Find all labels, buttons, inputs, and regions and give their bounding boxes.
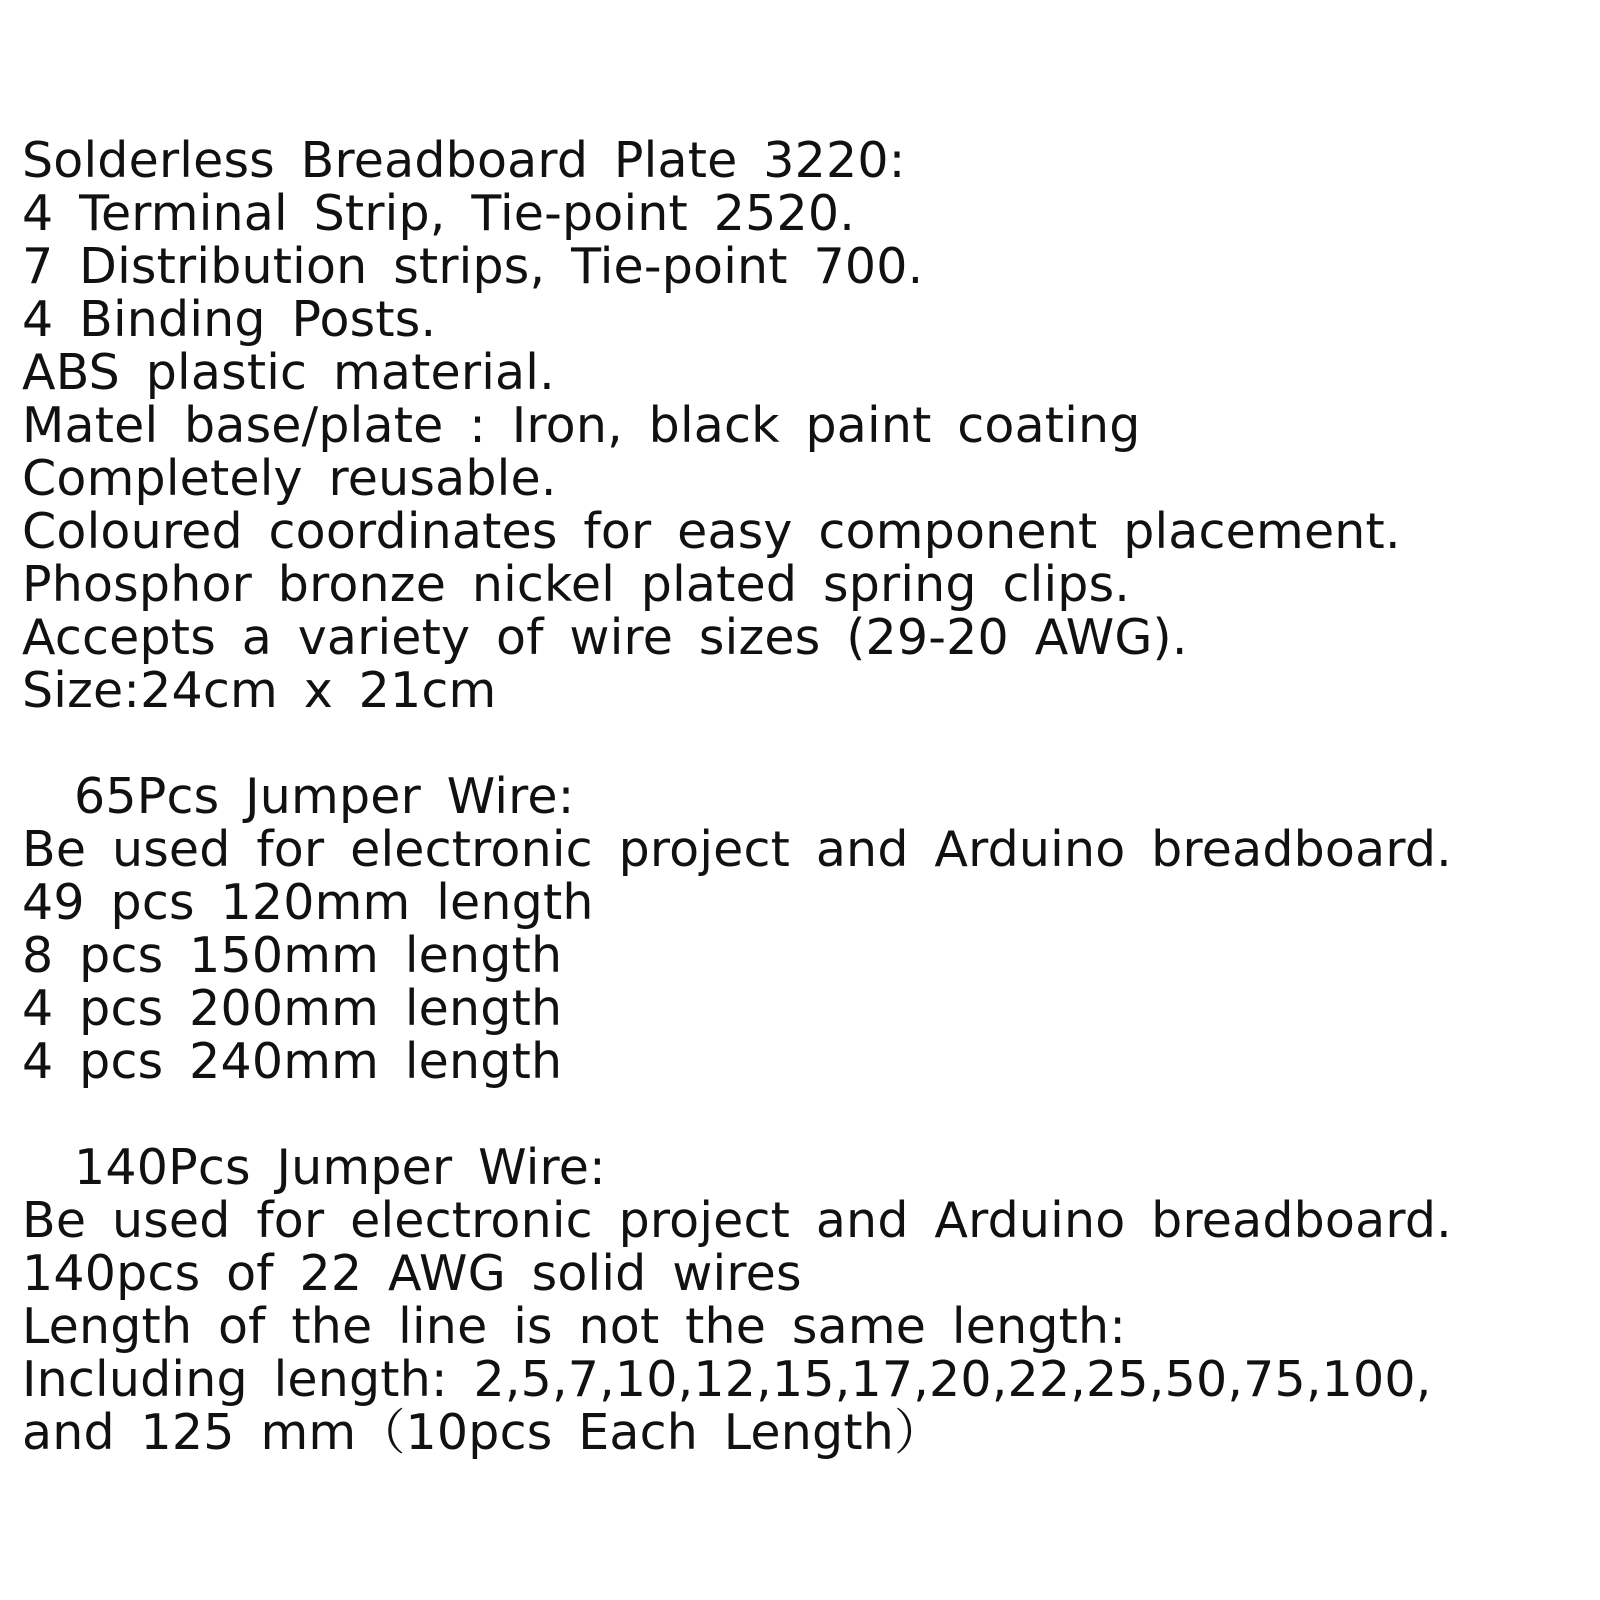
- jumper-140-spec-line: Be used for electronic project and Arduino breadboard.: [22, 1192, 1452, 1249]
- breadboard-spec-line: ABS plastic material.: [22, 344, 555, 401]
- breadboard-spec-line: Completely reusable.: [22, 450, 557, 507]
- jumper-140-spec-line: and 125 mm（10pcs Each Length）: [22, 1404, 944, 1461]
- jumper-65-spec-line: Be used for electronic project and Arduino breadboard.: [22, 821, 1452, 878]
- breadboard-spec-line: 7 Distribution strips, Tie-point 700.: [22, 238, 924, 295]
- jumper-65-spec-line: 8 pcs 150mm length: [22, 927, 563, 984]
- product-description: [22, 134, 1582, 1459]
- jumper-65-heading: 65Pcs Jumper Wire:: [74, 768, 575, 825]
- jumper-65-spec-line: 49 pcs 120mm length: [22, 874, 594, 931]
- section-spacer: [22, 717, 1582, 770]
- jumper-65-spec-line: 4 pcs 200mm length: [22, 980, 563, 1037]
- breadboard-spec-line: 4 Binding Posts.: [22, 291, 437, 348]
- breadboard-spec-line: Accepts a variety of wire sizes (29-20 AWG).: [22, 609, 1188, 666]
- jumper-140-spec-line: Including length: 2,5,7,10,12,15,17,20,22,25,50,75,100,: [22, 1351, 1432, 1408]
- jumper-65-spec-line: 4 pcs 240mm length: [22, 1033, 563, 1090]
- jumper-140-spec-line: 140pcs of 22 AWG solid wires: [22, 1245, 802, 1302]
- breadboard-heading: Solderless Breadboard Plate 3220:: [22, 132, 906, 189]
- breadboard-spec-line: 4 Terminal Strip, Tie-point 2520.: [22, 185, 856, 242]
- breadboard-spec-line: Matel base/plate : Iron, black paint coating: [22, 397, 1141, 454]
- jumper-140-heading: 140Pcs Jumper Wire:: [74, 1139, 606, 1196]
- breadboard-spec-line: Phosphor bronze nickel plated spring clips.: [22, 556, 1131, 613]
- jumper-140-spec-line: Length of the line is not the same length:: [22, 1298, 1127, 1355]
- breadboard-spec-line: Coloured coordinates for easy component placement.: [22, 503, 1401, 560]
- breadboard-size-line: Size:24cm x 21cm: [22, 662, 497, 719]
- section-spacer: [22, 1088, 1582, 1141]
